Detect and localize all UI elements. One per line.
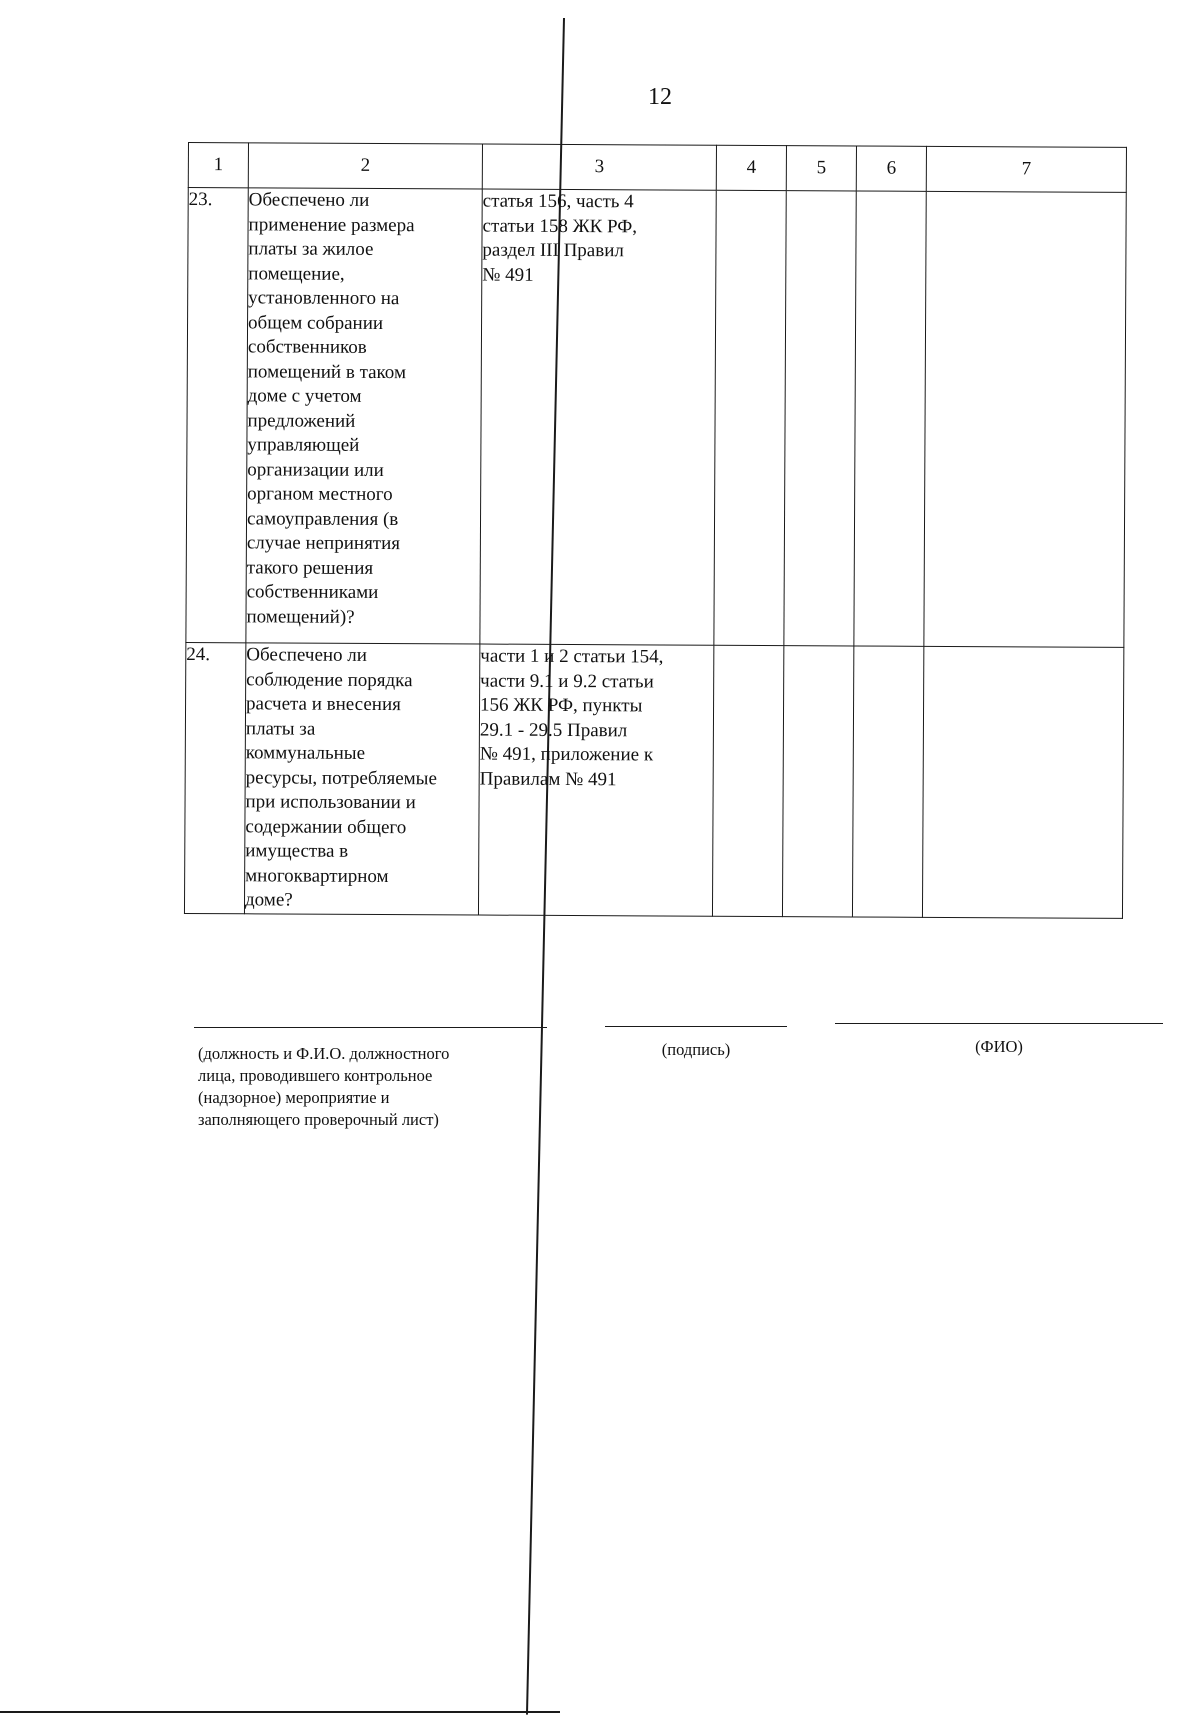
column-header: 1 (188, 143, 248, 188)
reference-text: части 1 и 2 статьи 154, части 9.1 и 9.2 статьи 156 ЖК РФ, пункты 29.1 - 29.5 Правил № 491, приложение к Правилам № 491 (479, 645, 664, 790)
page-number: 12 (648, 84, 672, 110)
column-header: 4 (716, 145, 786, 190)
notes-cell (922, 646, 1123, 918)
table-row (186, 188, 1126, 648)
answer-cell (782, 646, 853, 917)
position-signature-line (194, 1027, 547, 1028)
answer-cell (852, 646, 923, 917)
row-number: 24. (184, 642, 245, 913)
reference-text: статья 156, часть 4 статьи 158 ЖК РФ, раздел III Правил № 491 (482, 190, 638, 286)
question-cell (246, 188, 482, 644)
column-header: 3 (482, 144, 716, 190)
answer-cell (784, 191, 856, 646)
scan-artifact-horizontal-line (0, 1711, 560, 1713)
notes-cell (924, 191, 1126, 647)
answer-cell (854, 191, 926, 646)
signature-caption: (подпись) (661, 1040, 731, 1059)
checklist-table (184, 142, 1127, 919)
position-caption: (должность и Ф.И.О. должностного лица, проводившего контрольное (надзорное) мероприятие и заполняющего проверочный лист) (198, 1044, 450, 1129)
name-caption: (ФИО) (975, 1037, 1023, 1056)
name-signature-line (835, 1023, 1163, 1024)
reference-cell (480, 189, 716, 645)
signature-line (605, 1026, 787, 1027)
table-header-row (188, 143, 1126, 193)
column-header: 5 (786, 146, 856, 191)
answer-cell (712, 645, 783, 916)
question-text: Обеспечено ли применение размера платы за жилое помещение, установленного на общем собрании собственников помещений в таком доме с учетом предложений управляющей организации или органом местного самоуправления (в случае непринятия такого решения собственниками помещений)? (246, 189, 415, 628)
row-number: 23. (186, 188, 248, 643)
table-row (184, 642, 1123, 918)
reference-cell (478, 644, 713, 916)
column-header: 6 (856, 146, 926, 191)
column-header: 7 (926, 146, 1126, 192)
question-text: Обеспечено ли соблюдение порядка расчета и внесения платы за коммунальные ресурсы, потребляемые при использовании и содержании общего имущества в многоквартирном доме? (244, 644, 437, 911)
question-cell (244, 643, 479, 915)
answer-cell (714, 190, 786, 645)
column-header: 2 (248, 143, 482, 189)
